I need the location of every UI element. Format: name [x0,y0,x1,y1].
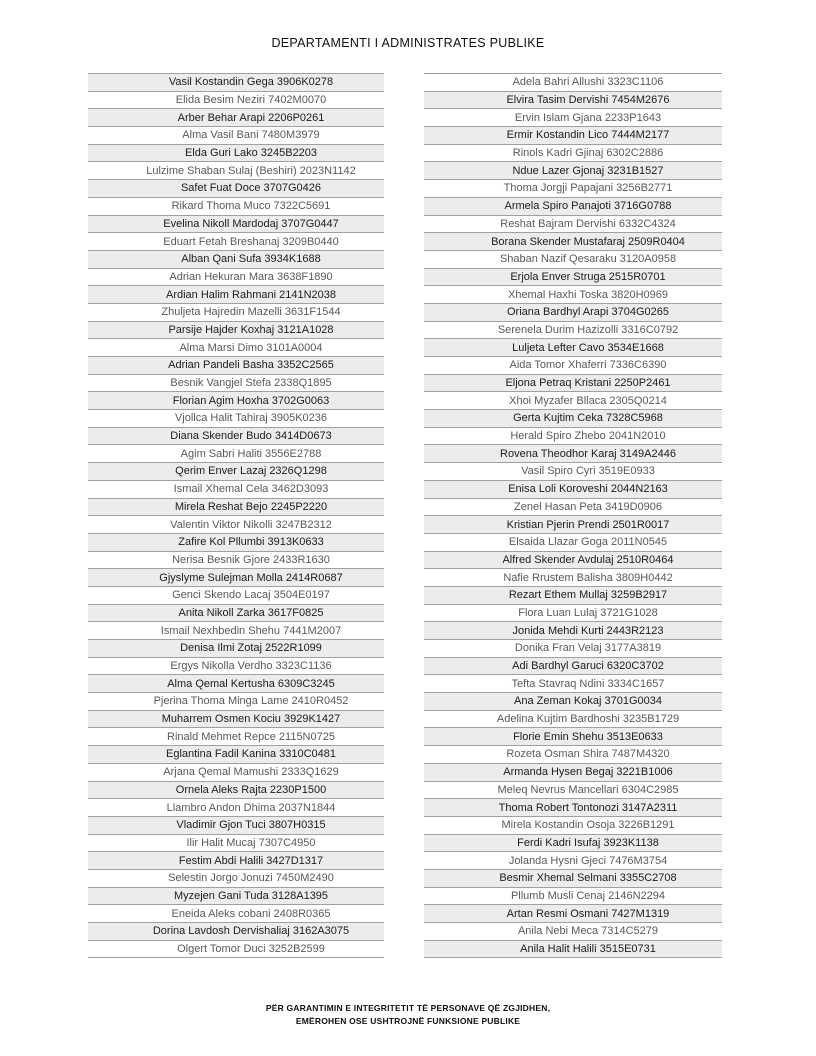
list-item: Myzejen Gani Tuda 3128A1395 [88,887,384,905]
list-item: Vjollca Halit Tahiraj 3905K0236 [88,409,384,427]
footer-note [0,1002,816,1028]
list-item: Aida Tomor Xhaferri 7336C6390 [424,356,722,374]
page-title: DEPARTAMENTI I ADMINISTRATES PUBLIKE [271,36,545,50]
list-item: Anita Nikoll Zarka 3617F0825 [88,604,384,622]
list-item: Alban Qani Sufa 3934K1688 [88,250,384,268]
list-item: Eneida Aleks cobani 2408R0365 [88,904,384,922]
list-item: Rinald Mehmet Repce 2115N0725 [88,727,384,745]
list-item: Erjola Enver Struga 2515R0701 [424,268,722,286]
list-item: Alma Vasil Bani 7480M3979 [88,126,384,144]
list-item: Evelina Nikoll Mardodaj 3707G0447 [88,215,384,233]
list-item: Borana Skender Mustafaraj 2509R0404 [424,232,722,250]
list-item: Artan Resmi Osmani 7427M1319 [424,904,722,922]
list-item: Rikard Thoma Muco 7322C5691 [88,197,384,215]
list-item: Herald Spiro Zhebo 2041N2010 [424,427,722,445]
list-item: Alma Qemal Kertusha 6309C3245 [88,674,384,692]
list-item: Parsije Hajder Koxhaj 3121A1028 [88,321,384,339]
list-item: Qerim Enver Lazaj 2326Q1298 [88,462,384,480]
list-item: Flora Luan Lulaj 3721G1028 [424,604,722,622]
list-item: Pllumb Musli Cenaj 2146N2294 [424,887,722,905]
list-item: Zafire Kol Pllumbi 3913K0633 [88,533,384,551]
list-item: Eljona Petraq Kristani 2250P2461 [424,374,722,392]
list-item: Vladimir Gjon Tuci 3807H0315 [88,816,384,834]
list-item: Vasil Spiro Cyri 3519E0933 [424,462,722,480]
list-item: Tefta Stavraq Ndini 3334C1657 [424,674,722,692]
list-item: Eduart Fetah Breshanaj 3209B0440 [88,232,384,250]
list-item: Xhemal Haxhi Toska 3820H0969 [424,285,722,303]
list-item: Ilir Halit Mucaj 7307C4950 [88,834,384,852]
list-item: Rinols Kadri Gjinaj 6302C2886 [424,144,722,162]
list-item: Zenel Hasan Peta 3419D0906 [424,498,722,516]
list-item: Elvira Tasim Dervishi 7454M2676 [424,91,722,109]
list-item: Armela Spiro Panajoti 3716G0788 [424,197,722,215]
list-item: Arjana Qemal Mamushi 2333Q1629 [88,763,384,781]
list-item: Jolanda Hysni Gjeci 7476M3754 [424,851,722,869]
footer-line-1: PËR GARANTIMIN E INTEGRITETIT TË PERSONAVE QË ZGJIDHEN, [265,1003,551,1013]
list-item: Serenela Durim Hazizolli 3316C0792 [424,321,722,339]
list-item: Festim Abdi Halili 3427D1317 [88,851,384,869]
list-item: Adelina Kujtim Bardhoshi 3235B1729 [424,710,722,728]
list-item: Ervin Islam Gjana 2233P1643 [424,108,722,126]
list-item: Xhoi Myzafer Bllaca 2305Q0214 [424,391,722,409]
list-item: Oriana Bardhyl Arapi 3704G0265 [424,303,722,321]
list-item: Alfred Skender Avdulaj 2510R0464 [424,551,722,569]
list-item: Nafie Rrustem Balisha 3809H0442 [424,568,722,586]
name-list [88,73,722,958]
list-item: Genci Skendo Lacaj 3504E0197 [88,586,384,604]
list-item: Elsaida Llazar Goga 2011N0545 [424,533,722,551]
list-item: Shaban Nazif Qesaraku 3120A0958 [424,250,722,268]
list-item: Ferdi Kadri Isufaj 3923K1138 [424,834,722,852]
list-item: Denisa Ilmi Zotaj 2522R1099 [88,639,384,657]
list-item: Muharrem Osmen Kociu 3929K1427 [88,710,384,728]
footer-line-2: EMËROHEN OSE USHTROJNË FUNKSIONE PUBLIKE [295,1016,521,1026]
list-item: Florie Emin Shehu 3513E0633 [424,727,722,745]
list-item: Valentin Viktor Nikolli 3247B2312 [88,515,384,533]
list-item: Enisa Loli Koroveshi 2044N2163 [424,480,722,498]
list-item: Eglantina Fadil Kanina 3310C0481 [88,745,384,763]
list-item: Ardian Halim Rahmani 2141N2038 [88,285,384,303]
list-item: Anila Halit Halili 3515E0731 [424,940,722,958]
list-item: Mirela Kostandin Osoja 3226B1291 [424,816,722,834]
list-item: Elida Besim Neziri 7402M0070 [88,91,384,109]
list-item: Besmir Xhemal Selmani 3355C2708 [424,869,722,887]
list-item: Adela Bahri Allushi 3323C1106 [424,73,722,91]
list-item: Rozeta Osman Shira 7487M4320 [424,745,722,763]
list-item: Ermir Kostandin Lico 7444M2177 [424,126,722,144]
list-item: Ismail Nexhbedin Shehu 7441M2007 [88,621,384,639]
list-item: Thoma Robert Tontonozi 3147A2311 [424,798,722,816]
list-item: Rovena Theodhor Karaj 3149A2446 [424,444,722,462]
list-item: Florian Agim Hoxha 3702G0063 [88,391,384,409]
list-item: Olgert Tomor Duci 3252B2599 [88,940,384,958]
name-list-column-right [424,73,722,958]
list-item: Llambro Andon Dhima 2037N1844 [88,798,384,816]
list-item: Dorina Lavdosh Dervishaliaj 3162A3075 [88,922,384,940]
list-item: Safet Fuat Doce 3707G0426 [88,179,384,197]
list-item: Adrian Hekuran Mara 3638F1890 [88,268,384,286]
list-item: Kristian Pjerin Prendi 2501R0017 [424,515,722,533]
list-item: Adrian Pandeli Basha 3352C2565 [88,356,384,374]
list-item: Ornela Aleks Rajta 2230P1500 [88,781,384,799]
list-item: Pjerina Thoma Minga Lame 2410R0452 [88,692,384,710]
list-item: Rezart Ethem Mullaj 3259B2917 [424,586,722,604]
list-item: Reshat Bajram Dervishi 6332C4324 [424,215,722,233]
list-item: Agim Sabri Haliti 3556E2788 [88,444,384,462]
list-item: Elda Guri Lako 3245B2203 [88,144,384,162]
list-item: Besnik Vangjel Stefa 2338Q1895 [88,374,384,392]
list-item: Adi Bardhyl Garuci 6320C3702 [424,657,722,675]
list-item: Nerisa Besnik Gjore 2433R1630 [88,551,384,569]
list-item: Ana Zeman Kokaj 3701G0034 [424,692,722,710]
list-item: Luljeta Lefter Cavo 3534E1668 [424,338,722,356]
list-item: Mirela Reshat Bejo 2245P2220 [88,498,384,516]
list-item: Gerta Kujtim Ceka 7328C5968 [424,409,722,427]
list-item: Ismail Xhemal Cela 3462D3093 [88,480,384,498]
list-item: Anila Nebi Meca 7314C5279 [424,922,722,940]
list-item: Ndue Lazer Gjonaj 3231B1527 [424,161,722,179]
list-item: Alma Marsi Dimo 3101A0004 [88,338,384,356]
list-item: Vasil Kostandin Gega 3906K0278 [88,73,384,91]
list-item: Gjyslyme Sulejman Molla 2414R0687 [88,568,384,586]
list-item: Thoma Jorgji Papajani 3256B2771 [424,179,722,197]
name-list-column-left [88,73,384,958]
list-item: Zhuljeta Hajredin Mazelli 3631F1544 [88,303,384,321]
list-item: Ergys Nikolla Verdho 3323C1136 [88,657,384,675]
list-item: Jonida Mehdi Kurti 2443R2123 [424,621,722,639]
list-item: Selestin Jorgo Jonuzi 7450M2490 [88,869,384,887]
list-item: Armanda Hysen Begaj 3221B1006 [424,763,722,781]
list-item: Meleq Nevrus Mancellari 6304C2985 [424,781,722,799]
list-item: Donika Fran Velaj 3177A3819 [424,639,722,657]
list-item: Lulzime Shaban Sulaj (Beshiri) 2023N1142 [88,161,384,179]
list-item: Diana Skender Budo 3414D0673 [88,427,384,445]
list-item: Arber Behar Arapi 2206P0261 [88,108,384,126]
